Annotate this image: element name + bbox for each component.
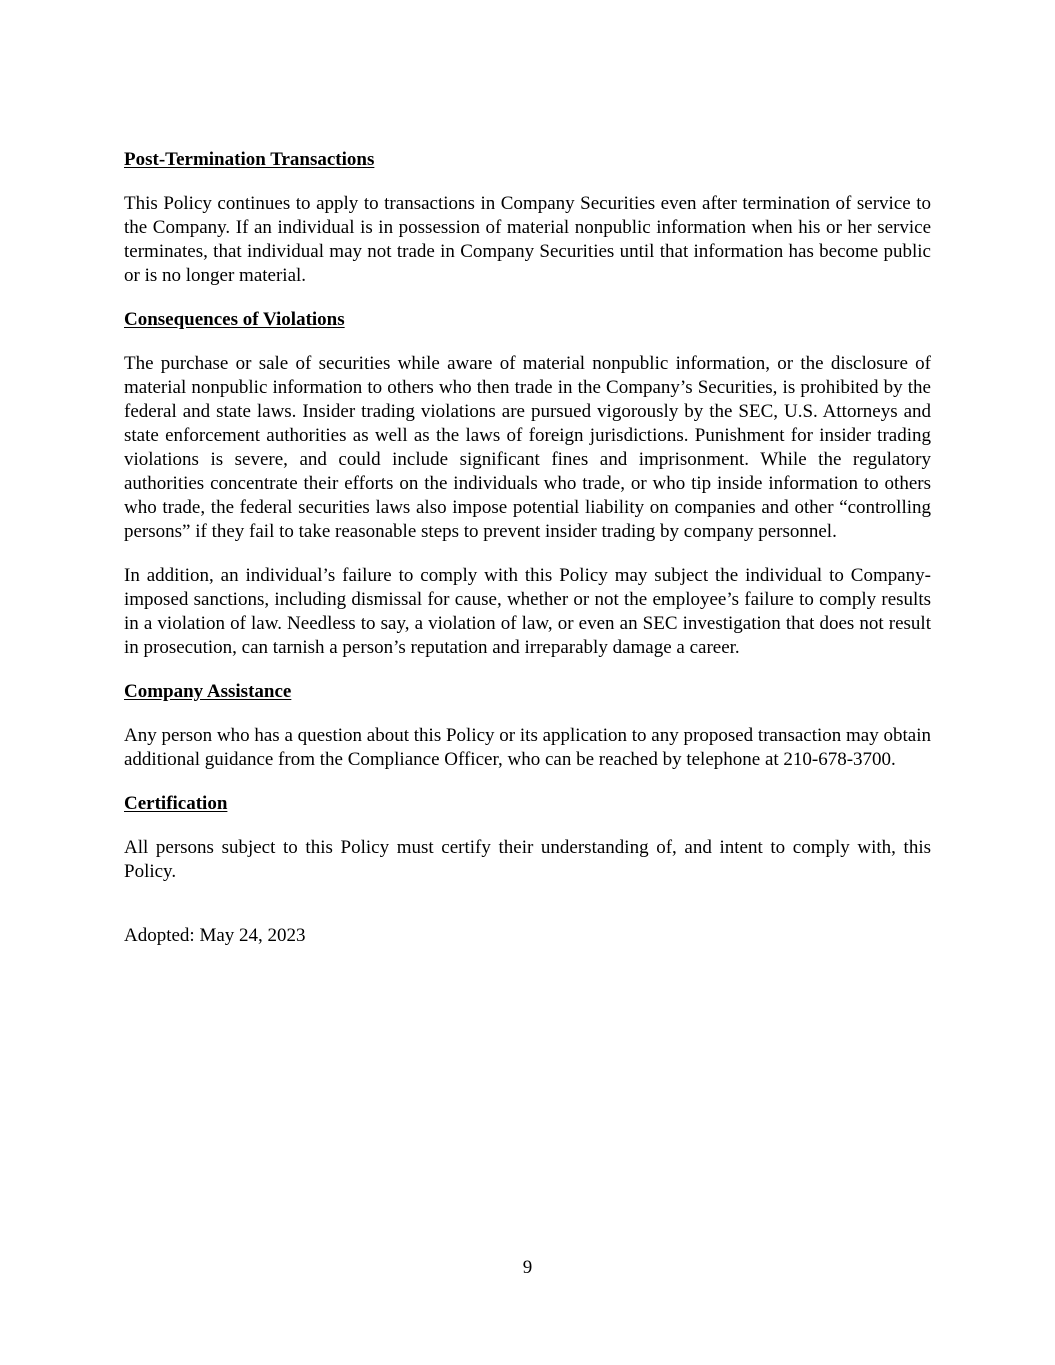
section-heading-consequences: Consequences of Violations: [124, 309, 345, 330]
adopted-date: Adopted: May 24, 2023: [124, 925, 306, 946]
consequences-paragraph-2: In addition, an individual’s failure to comply with this Policy may subject the individual to Company-imposed sanctions, including dismissal for cause, whether or not the employee’s failure to comply results in a violation of law. Needless to say, a violation of law, or even an SEC investigation that does not result in prosecution, can tarnish a person’s reputation and irreparably damage a career.: [124, 565, 931, 658]
section-heading-post-termination: Post-Termination Transactions: [124, 149, 375, 170]
page-number: 9: [522, 1257, 533, 1278]
document-body: [124, 148, 931, 948]
company-assistance-paragraph: Any person who has a question about this Policy or its application to any proposed transaction may obtain additional guidance from the Compliance Officer, who can be reached by telephone at 210-678-3700.: [124, 725, 931, 770]
section-heading-company-assistance: Company Assistance: [124, 681, 292, 702]
post-termination-paragraph: This Policy continues to apply to transactions in Company Securities even after termination of service to the Company. If an individual is in possession of material nonpublic information when his or her service terminates, that individual may not trade in Company Securities until that information has become public or is no longer material.: [124, 193, 931, 286]
consequences-paragraph-1: The purchase or sale of securities while aware of material nonpublic information, or the disclosure of material nonpublic information to others who then trade in the Company’s Securities, is prohibited by the federal and state laws. Insider trading violations are pursued vigorously by the SEC, U.S. Attorneys and state enforcement authorities as well as the laws of foreign jurisdictions. Punishment for insider trading violations is severe, and could include significant fines and imprisonment. While the regulatory authorities concentrate their efforts on the individuals who trade, or who tip inside information to others who trade, the federal securities laws also impose potential liability on companies and other “controlling persons” if they fail to take reasonable steps to prevent insider trading by company personnel.: [124, 353, 931, 542]
certification-paragraph: All persons subject to this Policy must certify their understanding of, and intent to comply with, this Policy.: [124, 837, 931, 882]
section-heading-certification: Certification: [124, 793, 228, 814]
